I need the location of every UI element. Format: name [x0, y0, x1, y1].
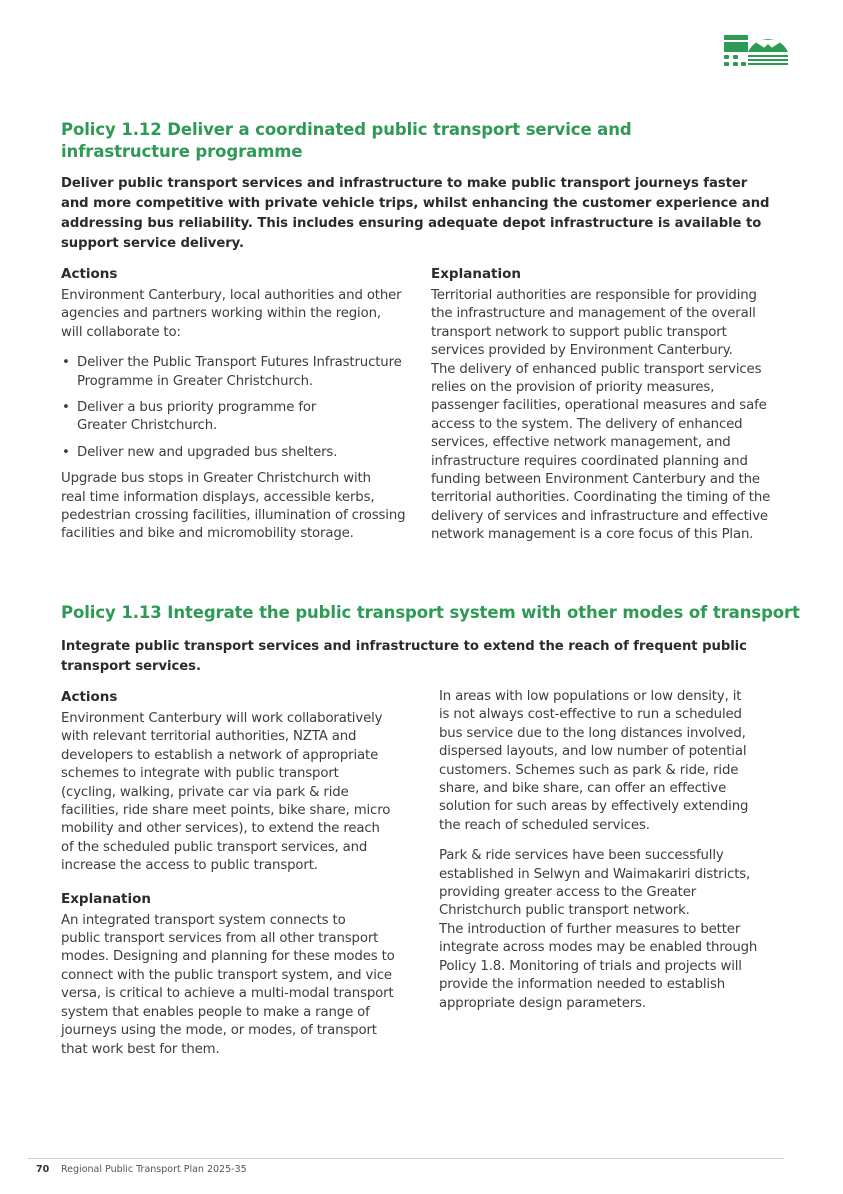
policy-1-13-left-column — [61, 688, 421, 1059]
actions-intro: Environment Canterbury, local authorities and other agencies and partners working within the region, will collaborate to: — [61, 288, 402, 340]
list-item-text: Deliver new and upgraded bus shelters. — [77, 444, 338, 460]
right-paragraph-2: Park & ride services have been successfully established in Selwyn and Waimakariri districts, providing greater access to the Greater Christchurch public transport network. The introduction of further measures to better integrate across modes may be enabled through Policy 1.8. Monitoring of trials and projects will provide the information needed to establish appropriate design parameters. — [439, 848, 758, 1011]
list-item — [61, 444, 421, 462]
policy-1-12-explanation — [431, 265, 791, 545]
footer-divider — [28, 1158, 784, 1159]
explanation-text: Territorial authorities are responsible for providing the infrastructure and management of the overall transport network to support public transport services provided by Environment Canterbury. The delivery of enhanced public transport services relies on the provision of priority measures, passenger facilities, operational measures and safe access to the system. The delivery of enhanced services, effective network management, and infrastructure requires coordinated planning and funding between Environment Canterbury and the territorial authorities. Coordinating the timing of the delivery of services and infrastructure and effective network management is a core focus of this Plan. — [431, 288, 771, 543]
list-item-text: Deliver a bus priority programme for Greater Christchurch. — [77, 400, 317, 434]
policy-1-13-right-column — [439, 688, 789, 1013]
ecan-transport-logo-icon — [722, 26, 790, 70]
actions-list — [61, 354, 421, 462]
bullet-icon: • — [62, 444, 70, 460]
bullet-icon: • — [62, 400, 70, 416]
policy-1-13-title: Policy 1.13 Integrate the public transport system with other modes of transport — [61, 603, 800, 622]
policy-1-12-lead: Deliver public transport services and infrastructure to make public transport journeys faster and more competitive with private vehicle trips, whilst enhancing the customer experience and addressing bus reliability. This includes ensuring adequate depot infrastructure is available to support service delivery. — [61, 176, 770, 251]
actions-outro: Upgrade bus stops in Greater Christchurch with real time information displays, accessible kerbs, pedestrian crossing facilities, illumination of crossing facilities and bike and micromobility storage. — [61, 471, 406, 542]
document-title: Regional Public Transport Plan 2025-35 — [61, 1164, 247, 1175]
actions-heading: Actions — [61, 689, 118, 705]
policy-1-12-title: Policy 1.12 Deliver a coordinated public transport service and infrastructure programme — [61, 120, 632, 161]
bullet-icon: • — [62, 355, 70, 371]
explanation-heading: Explanation — [61, 890, 152, 907]
list-item — [61, 399, 421, 436]
policy-1-13-lead: Integrate public transport services and infrastructure to extend the reach of frequent public transport services. — [61, 639, 747, 674]
list-item-text: Deliver the Public Transport Futures Infrastructure Programme in Greater Christchurch. — [77, 355, 402, 389]
right-paragraph-1: In areas with low populations or low density, it is not always cost-effective to run a scheduled bus service due to the long distances involved, dispersed layouts, and low number of potential customers. Schemes such as park & ride, ride share, and bike share, can offer an effective solution for such areas by effectively extending the reach of scheduled services. — [439, 689, 749, 833]
explanation-text: An integrated transport system connects to public transport services from all other transport modes. Designing and planning for these modes to connect with the public transport system, and vice versa, is critical to achieve a multi-modal transport system that enables people to make a range of journeys using the mode, or modes, of transport that work best for them. — [61, 912, 395, 1057]
policy-1-12-actions — [61, 265, 421, 544]
list-item — [61, 354, 421, 391]
page-number: 70 — [36, 1164, 50, 1175]
actions-text: Environment Canterbury will work collaboratively with relevant territorial authorities, NZTA and developers to establish a network of appropriate schemes to integrate with public transport (cycling, walking, private car via park & ride facilities, ride share meet points, bike share, micro mobility and other services), to extend the reach of the scheduled public transport services, and increase the access to public transport. — [61, 711, 391, 874]
explanation-heading: Explanation — [431, 266, 522, 282]
actions-heading: Actions — [61, 266, 118, 282]
